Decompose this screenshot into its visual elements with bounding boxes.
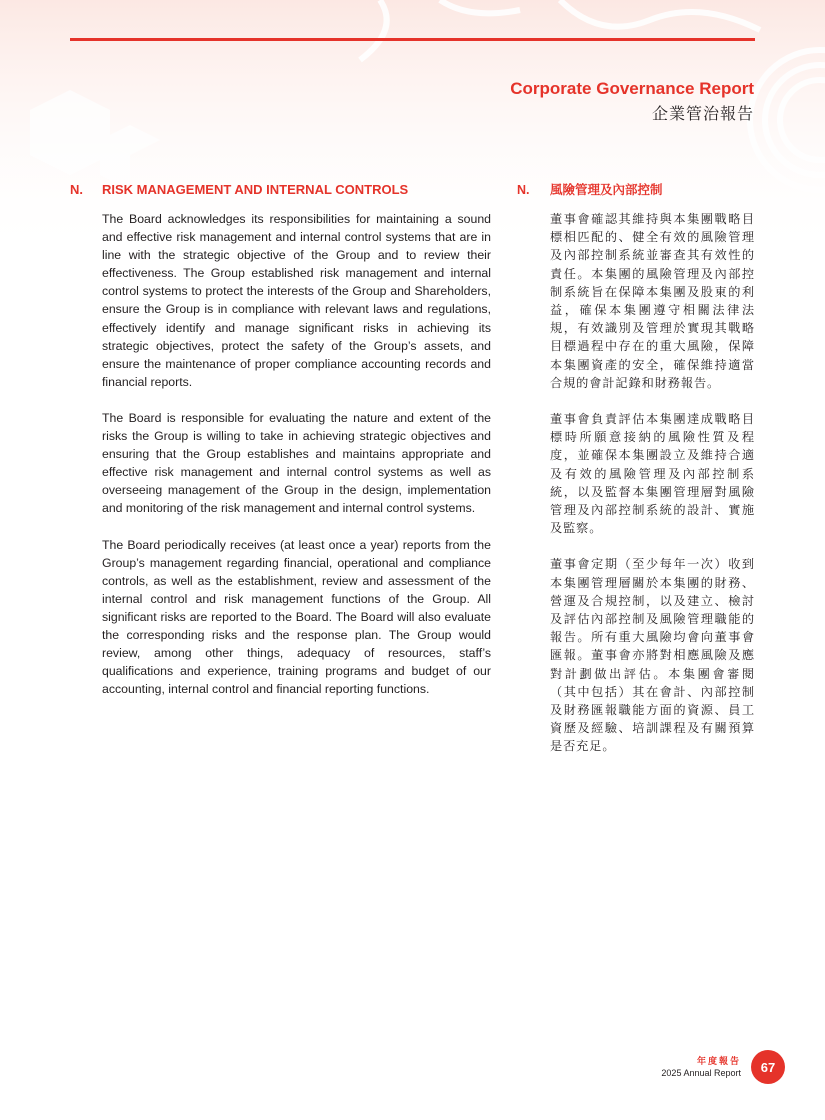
page-footer xyxy=(661,1050,785,1084)
section-heading-zh xyxy=(517,181,755,199)
header-rule xyxy=(70,38,755,41)
page-number-badge: 67 xyxy=(751,1050,785,1084)
paragraph-zh-3: 董事會定期（至少每年一次）收到本集團管理層關於本集團的財務、營運及合規控制，以及建立、檢討及評估內部控制及風險管理職能的報告。所有重大風險均會向董事會匯報。董事會亦將對相應風險及應對計劃做出評估。本集團會審閱（其中包括）其在會計、內部控制及財務匯報職能方面的資源、員工資歷及經驗、培訓課程及有關預算是否充足。 xyxy=(550,557,755,754)
page-header xyxy=(510,78,754,127)
footer-report-en: 2025 Annual Report xyxy=(661,1068,741,1078)
paragraph-zh-1: 董事會確認其維持與本集團戰略目標相匹配的、健全有效的風險管理及內部控制系統並審查其有效性的責任。本集團的風險管理及內部控制系統旨在保障本集團及股東的利益，確保本集團遵守相關法律法規，有效識別及管理於實現其戰略目標過程中存在的重大風險，保障本集團資產的安全，確保維持適當合規的會計記錄和財務報告。 xyxy=(550,212,755,390)
section-title-zh: 風險管理及內部控制 xyxy=(550,183,663,197)
paragraph-en-2: The Board is responsible for evaluating the nature and extent of the risks the Group is willing to take in achieving strategic objectives and ensuring that the Group establishes and maintains appropriate and effective risk management and internal control systems as well as overseeing management of the Group in the design, implementation and monitoring of the risk management and internal control systems. xyxy=(102,410,491,516)
paragraph-en-3: The Board periodically receives (at least once a year) reports from the Group’s management regarding financial, operational and compliance controls, as well as the establishment, review and assessment of the internal control and risk management functions of the Group. All significant risks are reported to the Board. The Board will also evaluate the corresponding risks and the response plan. The Group would review, among other things, adequacy of resources, staff’s qualifications and experience, training programs and budget of our accounting, internal control and financial reporting functions. xyxy=(102,537,491,697)
section-heading-en xyxy=(70,181,491,199)
section-title-en: RISK MANAGEMENT AND INTERNAL CONTROLS xyxy=(102,182,409,197)
section-letter-zh: N. xyxy=(517,183,530,197)
section-letter-en: N. xyxy=(70,182,83,197)
header-title-en: Corporate Governance Report xyxy=(510,79,754,98)
chinese-column xyxy=(517,181,755,756)
paragraph-zh-2: 董事會負責評估本集團達成戰略目標時所願意接納的風險性質及程度，並確保本集團設立及維持合適及有效的風險管理及內部控制系統，以及監督本集團管理層對風險管理及內部控制系統的設計、實施及監察。 xyxy=(550,412,755,536)
paragraph-en-1: The Board acknowledges its responsibilities for maintaining a sound and effective risk management and internal control systems that are in line with the strategic objective of the Group and to review their effectiveness. The Group established risk management and internal control systems to protect the interests of the Group and Shareholders, ensure the Group is in compliance with relevant laws and regulations, effectively identify and manage significant risks in achieving its strategic objectives, protect the safety of the Group’s assets, and ensure the maintenance of proper compliance accounting records and financial reports. xyxy=(102,212,491,389)
footer-report-label xyxy=(661,1055,741,1079)
footer-report-zh: 年度報告 xyxy=(696,1056,741,1066)
header-title-zh: 企業管治報告 xyxy=(651,106,754,123)
english-column xyxy=(70,181,491,698)
